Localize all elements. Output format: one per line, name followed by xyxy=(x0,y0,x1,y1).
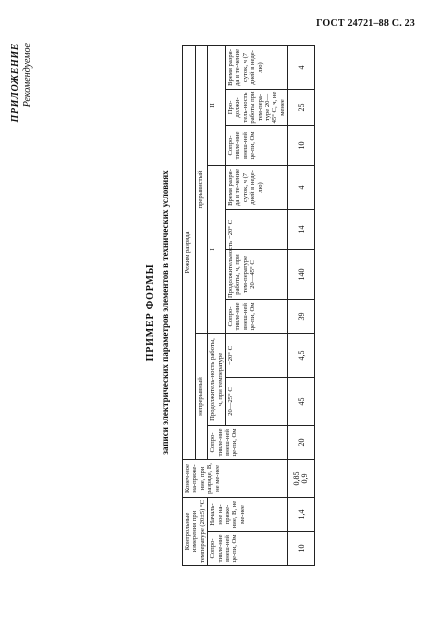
cell-mode-i-discharge-time: 4 xyxy=(288,166,315,210)
cell-continuous-20-25: 45 xyxy=(288,378,315,426)
cell-initial-voltage: 1,4 xyxy=(288,498,315,532)
form-title: ПРИМЕР ФОРМЫ xyxy=(145,263,156,362)
mode-i-duration-20-45-header: Продолжительность работы, ч, при тем-пературе 20—45° С xyxy=(226,250,288,300)
continuous-resistance-header: Сопро-тивле-ние внеш-ней це-пи, Ом xyxy=(208,426,288,460)
mode-ii-duration-header: Про-должи-тель-ность работы при тем-пера-туре 20—45° С, ч, не менее xyxy=(227,91,286,124)
mode-ii-discharge-time-header: Время разря-да в те-чение суток, ч (7 дней в неде-лю) xyxy=(226,45,288,89)
cell-continuous-resistance: 20 xyxy=(288,426,315,460)
resistance-header: Сопро-тивле-ние внеш-ней це-пи, Ом xyxy=(208,532,288,566)
cell-mode-i-20-45: 140 xyxy=(288,250,315,300)
parameters-table xyxy=(182,45,315,566)
cell-mode-ii-resistance: 10 xyxy=(288,126,315,166)
appendix-title: ПРИЛОЖЕНИЕ xyxy=(10,43,21,123)
intermittent-header: прерывистый xyxy=(195,45,208,333)
rotated-content xyxy=(0,35,433,590)
mode-ii-header: II xyxy=(208,45,226,165)
temp-20-25-header: 20—25° С xyxy=(226,378,288,426)
mode-i-discharge-time-header: Время разря-да в те-чение суток, ч (7 дней в неде-лю) xyxy=(226,166,288,210)
appendix-subtitle: Рекомендуемое xyxy=(22,43,33,108)
cell-mode-i-resistance: 39 xyxy=(288,300,315,334)
continuous-duration-header: Продолжитель-ность работы, ч, при температуре xyxy=(208,334,226,426)
cell-mode-ii-discharge-time: 4 xyxy=(288,45,315,89)
initial-voltage-header: Началь-ное на-пряже-ние, В, не ме-нее xyxy=(208,498,288,532)
mode-ii-resistance-header: Сопро-тивле-ние внеш-ней це-пи, Ом xyxy=(226,126,288,166)
discharge-mode-header: Режим разряда xyxy=(183,45,196,459)
table-row xyxy=(288,45,315,565)
continuous-header: непрерывный xyxy=(195,334,208,460)
appendix-label xyxy=(10,43,34,122)
page-header: ГОСТ 24721–88 С. 23 xyxy=(316,18,415,29)
temp-minus20-header: −20° С xyxy=(226,334,288,378)
control-measurements-header: Контрольные измерения при температуре (20±5) °С xyxy=(183,498,208,566)
mode-i-header: I xyxy=(208,166,226,334)
final-voltage-header: Конеч-ное на-пряже-ние, при разряде, В, не ме-нее xyxy=(183,460,288,498)
cell-mode-ii-duration: 25 xyxy=(288,90,315,126)
cell-mode-i-minus20: 14 xyxy=(288,210,315,250)
mode-i-duration-minus20-header: −20° С xyxy=(226,210,288,250)
form-subtitle: записи электрических параметров элементов в технических условиях xyxy=(160,170,170,455)
cell-continuous-minus20: 4,5 xyxy=(288,334,315,378)
cell-resistance: 10 xyxy=(288,532,315,566)
cell-final-voltage: 0,85 0,9 xyxy=(288,460,315,498)
mode-i-resistance-header: Сопро-тивле-ние внеш-ней це-пи, Ом xyxy=(226,300,288,334)
